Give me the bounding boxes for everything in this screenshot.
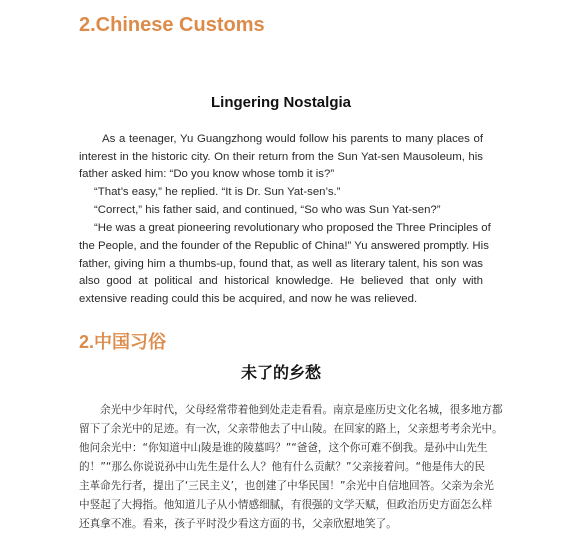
chinese-text-line: 的！”“那么你说说孙中山先生是什么人？他有什么贡献？”父亲接着问。“他是伟大的民 [79, 461, 485, 473]
english-text-line: “Correct,” his father said, and continued, “So who was Sun Yat-sen?” [94, 204, 441, 216]
story-title-chinese: 未了的乡愁 [240, 363, 321, 382]
english-text-line: father asked him: “Do you know whose tomb it is?” [79, 168, 335, 180]
story-title-english: Lingering Nostalgia [210, 94, 351, 111]
english-text-line: also good at political and historical knowledge. He believed that only with [79, 275, 483, 287]
section-heading-english: 2.Chinese Customs [79, 14, 265, 36]
chinese-text-line: 主革命先行者，提出了‘三民主义’，也创建了中华民国！”余光中自信地回答。父亲为余光 [79, 480, 494, 492]
chinese-text-line: 还真拿不准。看来，孩子平时没少看这方面的书，父亲欣慰地笑了。 [79, 518, 397, 530]
chinese-text-line: 他问余光中：“你知道中山陵是谁的陵墓吗？”“爸爸，这个你可难不倒我。是孙中山先生 [79, 442, 488, 454]
english-text-line: the People, and the founder of the Republic of China!” Yu answered promptly. His [79, 240, 489, 252]
english-text-line: extensive reading could this be acquired, and now he was relieved. [79, 293, 418, 305]
english-text-line: As a teenager, Yu Guangzhong would follow his parents to many places of [102, 133, 483, 145]
english-text-line: father, giving him a thumbs-up, found that, as well as literary talent, his son was [79, 258, 483, 270]
english-text-line: “He was a great pioneering revolutionary who proposed the Three Principles of [94, 222, 491, 234]
english-text-line: interest in the historic city. On their return from the Sun Yat-sen Mausoleum, his [79, 151, 483, 163]
english-text-line: “That’s easy,” he replied. “It is Dr. Sun Yat-sen’s.” [94, 186, 341, 198]
chinese-text-line: 中竖起了大拇指。他知道儿子从小情感细腻，有很强的文学天赋，但政治历史方面怎么样 [79, 499, 493, 511]
chinese-text-line: 留下了余光中的足迹。有一次，父亲带他去了中山陵。在回家的路上，父亲想考考余光中。 [79, 423, 503, 435]
section-heading-chinese: 2.中国习俗 [79, 332, 167, 352]
chinese-text-line: 余光中少年时代，父母经常带着他到处走走看看。南京是座历史文化名城，很多地方都 [100, 404, 503, 416]
